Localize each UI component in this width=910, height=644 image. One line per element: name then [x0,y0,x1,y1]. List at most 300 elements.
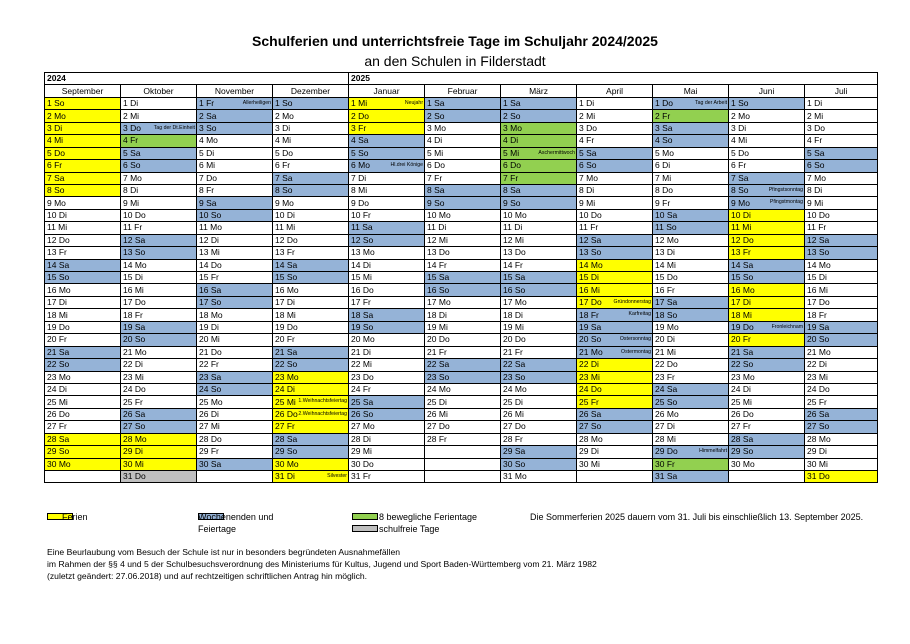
day-cell [805,184,878,196]
day-cell [653,296,729,308]
day-label: 3 Di [731,122,747,133]
day-label: 28 Mi [655,433,676,444]
day-label: 7 Mo [123,172,142,183]
day-label: 28 Mo [123,433,147,444]
day-label: 26 Sa [807,409,830,420]
day-label: 11 Fr [123,222,143,233]
day-cell [45,222,121,234]
legend-weekend-label-2: Feiertage [198,524,237,534]
day-label: 6 Fr [275,160,291,171]
day-cell [121,309,197,321]
day-cell [425,346,501,358]
day-note: Karfreitag [628,311,652,318]
day-label: 23 Do [351,371,374,382]
day-label: 24 Mo [427,384,451,395]
day-cell [805,458,878,470]
day-row [45,272,878,284]
day-cell [121,458,197,470]
day-cell [805,197,878,209]
day-label: 5 Do [731,147,750,158]
day-label: 25 Mi [47,396,68,407]
day-note: Tag der Dt.Einheit [153,124,195,131]
day-label: 4 Sa [351,135,369,146]
day-label: 12 Do [731,234,754,245]
day-row [45,284,878,296]
day-label: 18 So [655,309,678,320]
legend-weekend-text-1: Wochenenden und [198,512,274,522]
day-cell [501,284,577,296]
day-cell [121,172,197,184]
day-label: 12 Sa [123,234,146,245]
day-label: 13 So [579,247,602,258]
day-cell [273,471,349,483]
day-cell [653,197,729,209]
month-header: Juli [805,85,878,97]
day-cell [425,309,501,321]
day-label: 14 Mo [579,259,603,270]
day-label: 15 Di [123,272,143,283]
day-label: 12 So [351,234,374,245]
day-label: 13 Fr [47,247,67,258]
day-label: 25 Di [427,396,447,407]
day-label: 18 Fr [807,309,827,320]
day-label: 11 So [655,222,677,233]
day-cell [121,197,197,209]
day-label: 18 Fr [579,309,599,320]
day-cell [349,433,425,445]
day-label: 21 Sa [47,346,70,357]
day-label: 26 Mi [503,409,524,420]
day-label: 6 So [123,160,141,171]
day-label: 19 Mo [655,321,679,332]
day-label: 3 Do [123,122,141,133]
day-label: 25 Di [503,396,523,407]
day-label: 17 Di [275,297,295,308]
day-cell [501,160,577,172]
day-cell [729,383,805,395]
day-label: 6 Fr [731,160,747,171]
day-label: 14 Sa [275,259,298,270]
day-label: 24 So [199,384,222,395]
day-label: 5 Sa [807,147,825,158]
day-label: 16 So [503,284,526,295]
day-label: 21 Sa [731,346,754,357]
day-label: 18 Mi [47,309,68,320]
day-label: 6 So [579,160,597,171]
day-cell [729,247,805,259]
day-label: 21 Mo [807,346,831,357]
day-cell [273,446,349,458]
day-label: 23 Sa [199,371,222,382]
day-label: 10 Sa [655,210,678,221]
day-label: 29 Do [655,446,678,457]
day-cell [45,247,121,259]
day-label: 29 Sa [503,446,526,457]
day-cell [45,172,121,184]
day-label: 9 Fr [655,197,671,208]
day-label: 1 Di [579,98,595,109]
day-cell [577,135,653,147]
day-cell [653,110,729,122]
day-label: 8 Di [579,185,595,196]
day-cell [273,259,349,271]
day-label: 11 Sa [351,222,373,233]
day-cell [729,184,805,196]
day-cell [805,135,878,147]
day-cell [121,334,197,346]
month-header: Februar [425,85,501,97]
day-cell [805,346,878,358]
day-cell [349,421,425,433]
day-cell [349,110,425,122]
empty-cell [197,471,273,483]
day-cell [805,97,878,109]
day-label: 15 Fr [199,272,219,283]
day-row [45,371,878,383]
day-label: 29 So [731,446,754,457]
day-cell [653,160,729,172]
day-cell [729,160,805,172]
footer-line-3: (zuletzt geändert: 27.06.2018) und auf rechtzeitigen schriftlichen Antrag hin möglich. [47,571,368,581]
day-cell [425,408,501,420]
day-cell [501,446,577,458]
day-label: 15 Sa [427,272,450,283]
day-label: 22 Mi [351,359,372,370]
day-cell [121,147,197,159]
day-label: 25 So [655,396,678,407]
day-label: 15 Mi [351,272,372,283]
day-cell [197,234,273,246]
day-label: 4 Mi [275,135,292,146]
day-cell [197,284,273,296]
day-label: 7 Mi [655,172,672,183]
day-label: 13 Mi [199,247,220,258]
day-label: 30 Mi [807,458,828,469]
day-note: Pfingstmontag [769,199,804,206]
day-row [45,222,878,234]
day-cell [273,272,349,284]
day-label: 27 Mo [351,421,375,432]
day-cell [45,309,121,321]
day-label: 15 Sa [503,272,526,283]
day-cell [577,209,653,221]
day-cell [349,147,425,159]
day-cell [653,135,729,147]
day-cell [805,160,878,172]
day-label: 7 Mo [807,172,826,183]
day-label: 20 Fr [731,334,751,345]
day-cell [273,110,349,122]
day-label: 17 Do [579,297,602,308]
day-note: 1.Weihnachtsfeiertag [298,398,348,405]
day-cell [501,408,577,420]
day-label: 27 Di [655,421,675,432]
day-cell [805,334,878,346]
day-label: 24 Mo [503,384,527,395]
day-cell [45,334,121,346]
day-cell [273,197,349,209]
day-cell [501,296,577,308]
day-cell [805,122,878,134]
day-cell [805,321,878,333]
day-row [45,334,878,346]
day-cell [729,446,805,458]
day-label: 9 Mo [47,197,66,208]
day-cell [197,272,273,284]
day-label: 28 Mo [807,433,831,444]
day-row [45,147,878,159]
day-cell [121,110,197,122]
day-cell [425,433,501,445]
day-label: 3 Fr [351,122,367,133]
day-label: 2 Mi [123,110,140,121]
day-label: 9 Mo [275,197,294,208]
day-label: 31 Di [275,471,295,482]
page-title: Schulferien und unterrichtsfreie Tage im Schuljahr 2024/2025 [252,33,658,49]
day-label: 2 Mi [807,110,824,121]
day-cell [349,135,425,147]
day-label: 29 Di [807,446,827,457]
day-cell [121,160,197,172]
empty-cell [45,471,121,483]
day-cell [45,110,121,122]
day-row [45,259,878,271]
day-label: 7 Sa [731,172,749,183]
day-label: 13 So [807,247,830,258]
day-cell [729,272,805,284]
day-row [45,346,878,358]
day-cell [121,359,197,371]
day-cell [729,172,805,184]
day-cell [425,234,501,246]
day-label: 13 So [123,247,146,258]
day-cell [805,234,878,246]
day-cell [121,234,197,246]
day-cell [45,371,121,383]
day-note: Ostersonntag [619,336,652,343]
day-label: 3 Mo [427,122,446,133]
legend-beweglich-swatch [352,513,378,520]
day-label: 10 Di [47,210,67,221]
day-cell [197,396,273,408]
day-cell [577,284,653,296]
day-row [45,421,878,433]
day-label: 20 So [579,334,602,345]
day-label: 22 Sa [427,359,450,370]
day-label: 4 So [655,135,673,146]
day-label: 24 Fr [351,384,371,395]
day-label: 3 Di [275,122,291,133]
day-label: 10 Mo [427,210,451,221]
day-note: Gründonnerstag [613,298,652,305]
day-cell [197,122,273,134]
day-label: 18 Di [427,309,447,320]
day-cell [349,160,425,172]
day-cell [121,433,197,445]
day-cell [197,184,273,196]
day-cell [729,359,805,371]
day-cell [425,122,501,134]
day-label: 25 Mi [731,396,752,407]
day-label: 28 Sa [731,433,754,444]
empty-cell [729,471,805,483]
day-label: 1 Fr [199,98,215,109]
day-label: 22 Di [807,359,827,370]
day-label: 13 Do [427,247,450,258]
day-cell [273,421,349,433]
day-cell [45,135,121,147]
day-label: 12 Sa [579,234,602,245]
day-cell [349,184,425,196]
day-cell [349,172,425,184]
day-cell [349,471,425,483]
day-cell [729,421,805,433]
legend-ferien-label: Ferien [62,512,88,522]
day-label: 19 Sa [123,321,146,332]
day-label: 10 Mo [503,210,527,221]
day-label: 20 Do [503,334,526,345]
day-cell [425,110,501,122]
day-label: 21 Fr [427,346,447,357]
day-cell [729,284,805,296]
day-label: 25 Fr [807,396,827,407]
day-cell [805,371,878,383]
day-cell [577,184,653,196]
day-cell [653,359,729,371]
day-label: 8 So [275,185,293,196]
day-cell [425,259,501,271]
day-label: 28 Do [199,433,222,444]
day-label: 8 Fr [199,185,215,196]
day-cell [729,110,805,122]
day-note: Fronleichnam [771,323,804,330]
day-cell [425,421,501,433]
day-row [45,97,878,109]
day-cell [577,371,653,383]
day-cell [425,272,501,284]
day-cell [805,359,878,371]
day-cell [653,184,729,196]
day-label: 21 Mi [655,346,676,357]
day-cell [805,147,878,159]
day-label: 1 So [47,98,65,109]
day-cell [501,458,577,470]
day-cell [577,433,653,445]
day-cell [501,197,577,209]
day-label: 5 Sa [579,147,597,158]
day-label: 5 Mi [427,147,444,158]
day-label: 4 Mi [731,135,748,146]
day-cell [45,234,121,246]
day-label: 17 Sa [655,297,678,308]
day-label: 19 Do [275,321,298,332]
day-label: 22 So [47,359,70,370]
day-cell [197,321,273,333]
day-cell [653,272,729,284]
day-label: 1 Di [807,98,823,109]
day-cell [729,197,805,209]
day-label: 18 Di [503,309,523,320]
day-label: 3 So [199,122,217,133]
day-label: 17 So [199,297,222,308]
day-cell [273,184,349,196]
day-note: Himmelfahrt [699,448,728,455]
day-cell [729,122,805,134]
day-cell [349,446,425,458]
day-cell [501,247,577,259]
day-label: 4 Fr [123,135,139,146]
day-cell [729,259,805,271]
day-cell [197,172,273,184]
day-label: 18 Mo [199,309,223,320]
day-label: 21 Di [351,346,371,357]
day-cell [501,346,577,358]
day-label: 21 Mo [579,346,603,357]
month-header-row [45,85,878,97]
day-label: 30 Mi [579,458,600,469]
day-cell [425,284,501,296]
day-cell [501,172,577,184]
day-cell [121,396,197,408]
day-cell [501,321,577,333]
day-cell [577,147,653,159]
day-cell [805,383,878,395]
day-label: 6 Do [427,160,446,171]
day-label: 11 Di [503,222,523,233]
day-label: 3 Sa [655,122,673,133]
day-label: 2 Fr [655,110,671,121]
day-label: 7 Do [199,172,217,183]
legend-beweglich-label: 8 bewegliche Ferientage [379,512,478,522]
day-cell [501,184,577,196]
day-label: 28 Sa [47,433,70,444]
day-cell [577,383,653,395]
day-cell [425,383,501,395]
day-label: 14 Mo [123,259,147,270]
day-cell [577,359,653,371]
day-label: 23 Mo [275,371,299,382]
day-cell [501,371,577,383]
day-cell [273,234,349,246]
day-label: 4 Di [503,135,519,146]
day-cell [805,433,878,445]
footer-line-1: Eine Beurlaubung vom Besuch der Schule ist nur in besonders begründeten Ausnahmefällen [47,547,401,557]
day-cell [349,383,425,395]
day-label: 19 Do [47,321,70,332]
day-label: 28 Fr [503,433,523,444]
day-cell [197,346,273,358]
day-cell [197,359,273,371]
month-header: Dezember [273,85,349,97]
day-label: 26 Mi [427,409,448,420]
day-label: 26 Di [199,409,219,420]
day-cell [425,172,501,184]
day-label: 16 So [427,284,450,295]
day-label: 10 So [199,210,222,221]
day-cell [197,458,273,470]
day-cell [577,334,653,346]
day-label: 24 Sa [655,384,678,395]
day-cell [197,259,273,271]
day-cell [349,259,425,271]
month-header: September [45,85,121,97]
day-label: 24 Di [731,384,751,395]
legend-weekend-label-1 [198,511,273,523]
day-label: 5 Mi [503,147,520,158]
day-cell [577,296,653,308]
day-cell [121,383,197,395]
day-cell [501,396,577,408]
